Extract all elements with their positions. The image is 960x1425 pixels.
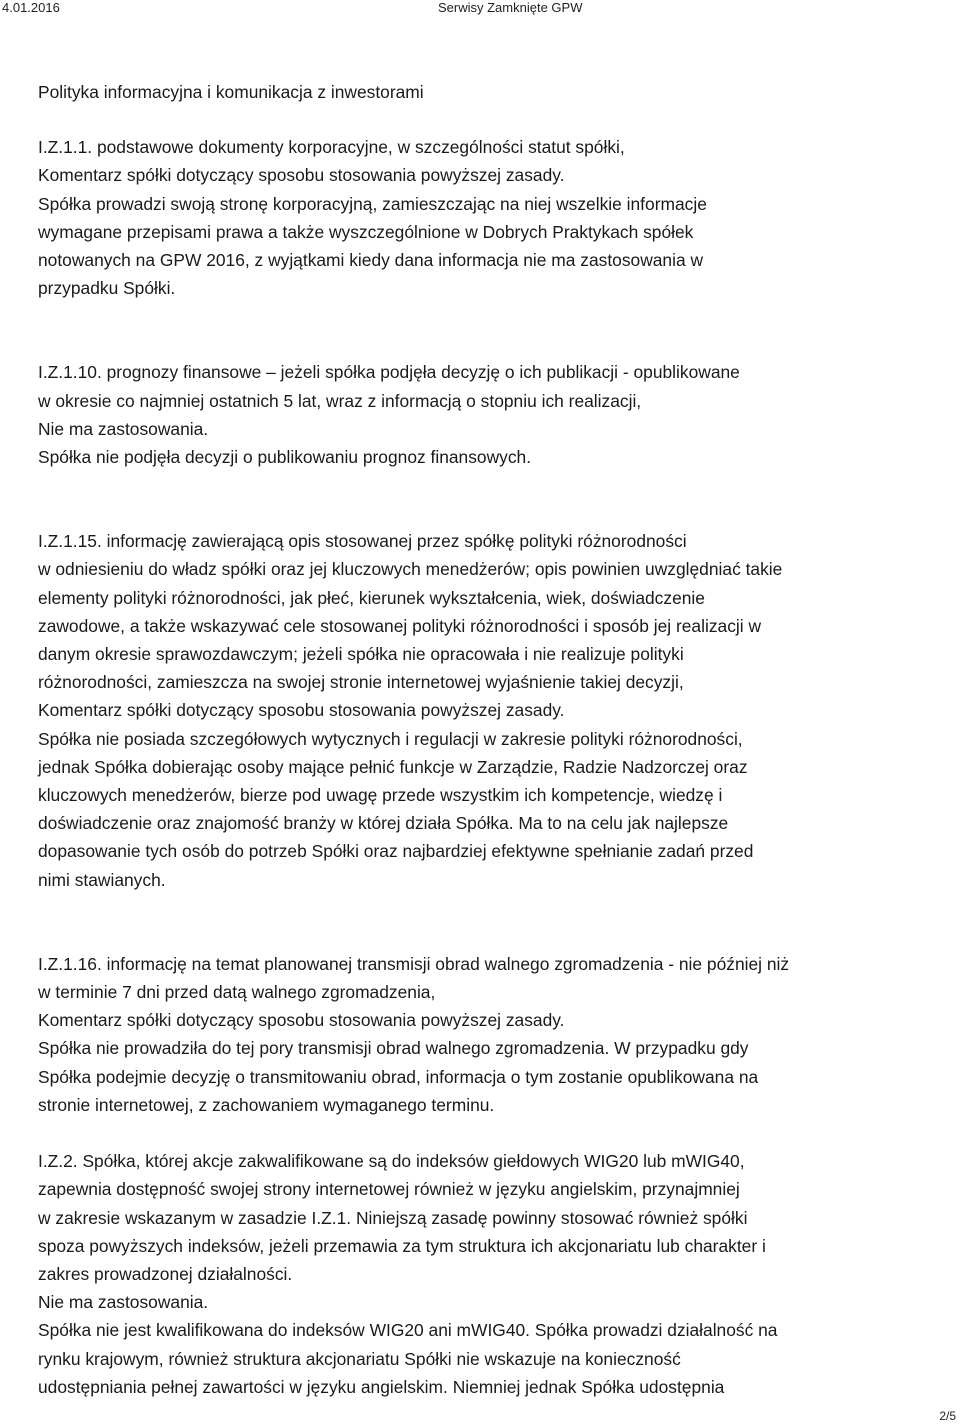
paragraph-spacer [38, 1119, 918, 1147]
paragraph-line: w okresie co najmniej ostatnich 5 lat, wraz z informacją o stopniu ich realizacji, [38, 390, 642, 411]
paragraph-line: Nie ma zastosowania. [38, 418, 209, 439]
paragraph-line: danym okresie sprawozdawczym; jeżeli spółka nie opracowała i nie realizuje polityki [38, 644, 684, 665]
paragraph-line: zapewnia dostępność swojej strony internetowej również w języku angielskim, przynajmniej [38, 1179, 740, 1200]
paragraph-line: Spółka nie prowadziła do tej pory transmisji obrad walnego zgromadzenia. W przypadku gdy [38, 1038, 749, 1059]
paragraph-izz-1-16 [38, 950, 918, 1119]
paragraph-line: w zakresie wskazanym w zasadzie I.Z.1. Niniejszą zasadę powinny stosować również spółki [38, 1207, 748, 1228]
paragraph-line: notowanych na GPW 2016, z wyjątkami kiedy dana informacja nie ma zastosowania w [38, 250, 704, 271]
page-number: 2/5 [939, 1409, 956, 1423]
paragraph-line: nimi stawianych. [38, 869, 166, 890]
paragraph-line: zawodowe, a także wskazywać cele stosowanej polityki różnorodności i sposób jej realizacji w [38, 615, 762, 636]
paragraph-line: udostępniania pełnej zawartości w języku angielskim. Niemniej jednak Spółka udostępnia [38, 1376, 725, 1397]
paragraph-line: w terminie 7 dni przed datą walnego zgromadzenia, [38, 982, 436, 1003]
paragraph-line: spoza powyższych indeksów, jeżeli przemawia za tym struktura ich akcjonariatu lub charakter i [38, 1235, 766, 1256]
paragraph-izz-1-15 [38, 527, 918, 894]
paragraph-line: w odniesieniu do władz spółki oraz jej kluczowych menedżerów; opis powinien uwzględniać takie [38, 559, 783, 580]
paragraph-izz-1-1 [38, 133, 918, 302]
paragraph-line: Spółka nie posiada szczegółowych wytycznych i regulacji w zakresie polityki różnorodności, [38, 728, 743, 749]
paragraph-line: jednak Spółka dobierając osoby mające pełnić funkcje w Zarządzie, Radzie Nadzorczej oraz [38, 756, 748, 777]
paragraph-spacer [38, 471, 918, 527]
paragraph-line: przypadku Spółki. [38, 278, 176, 299]
document-body [38, 78, 918, 1401]
paragraph-line: I.Z.1.10. prognozy finansowe – jeżeli spółka podjęła decyzję o ich publikacji - opublikowane [38, 362, 740, 383]
print-date: 4.01.2016 [2, 0, 60, 15]
paragraph-line: I.Z.2. Spółka, której akcje zakwalifikowane są do indeksów giełdowych WIG20 lub mWIG40, [38, 1151, 745, 1172]
paragraph-izz-1-10 [38, 358, 918, 471]
paragraph-line: Komentarz spółki dotyczący sposobu stosowania powyższej zasady. [38, 1010, 565, 1031]
paragraph-line: doświadczenie oraz znajomość branży w której działa Spółka. Ma to na celu jak najlepsze [38, 813, 729, 834]
paragraph-line: I.Z.1.1. podstawowe dokumenty korporacyjne, w szczególności statut spółki, [38, 137, 625, 158]
print-header-title: Serwisy Zamknięte GPW [438, 0, 583, 15]
paragraph-line: kluczowych menedżerów, bierze pod uwagę przede wszystkim ich kompetencje, wiedzę i [38, 785, 723, 806]
paragraph-line: Komentarz spółki dotyczący sposobu stosowania powyższej zasady. [38, 165, 565, 186]
paragraph-line: stronie internetowej, z zachowaniem wymaganego terminu. [38, 1094, 495, 1115]
paragraph-spacer [38, 302, 918, 358]
paragraph-line: rynku krajowym, również struktura akcjonariatu Spółki nie wskazuje na konieczność [38, 1348, 681, 1369]
paragraph-line: Komentarz spółki dotyczący sposobu stosowania powyższej zasady. [38, 700, 565, 721]
paragraph-line: Spółka nie jest kwalifikowana do indeksów WIG20 ani mWIG40. Spółka prowadzi działalność na [38, 1320, 778, 1341]
paragraph-line: Spółka prowadzi swoją stronę korporacyjną, zamieszczając na niej wszelkie informacje [38, 193, 707, 214]
paragraph-line: zakres prowadzonej działalności. [38, 1263, 293, 1284]
section-title: Polityka informacyjna i komunikacja z inwestorami [38, 82, 424, 102]
paragraph-line: Nie ma zastosowania. [38, 1292, 209, 1313]
paragraph-line: wymagane przepisami prawa a także wyszczególnione w Dobrych Praktykach spółek [38, 221, 694, 242]
paragraph-line: różnorodności, zamieszcza na swojej stronie internetowej wyjaśnienie takiej decyzji, [38, 672, 684, 693]
paragraph-izz-2 [38, 1147, 918, 1401]
paragraph-spacer [38, 894, 918, 950]
paragraph-line: I.Z.1.16. informację na temat planowanej transmisji obrad walnego zgromadzenia - nie później niż [38, 953, 790, 974]
paragraph-line: dopasowanie tych osób do potrzeb Spółki oraz najbardziej efektywne spełnianie zadań przed [38, 841, 754, 862]
paragraph-line: Spółka podejmie decyzję o transmitowaniu obrad, informacja o tym zostanie opublikowana na [38, 1066, 759, 1087]
paragraph-line: elementy polityki różnorodności, jak płeć, kierunek wykształcenia, wiek, doświadczenie [38, 587, 705, 608]
paragraph-line: Spółka nie podjęła decyzji o publikowaniu prognoz finansowych. [38, 447, 532, 468]
paragraph-line: I.Z.1.15. informację zawierającą opis stosowanej przez spółkę polityki różnorodności [38, 531, 687, 552]
